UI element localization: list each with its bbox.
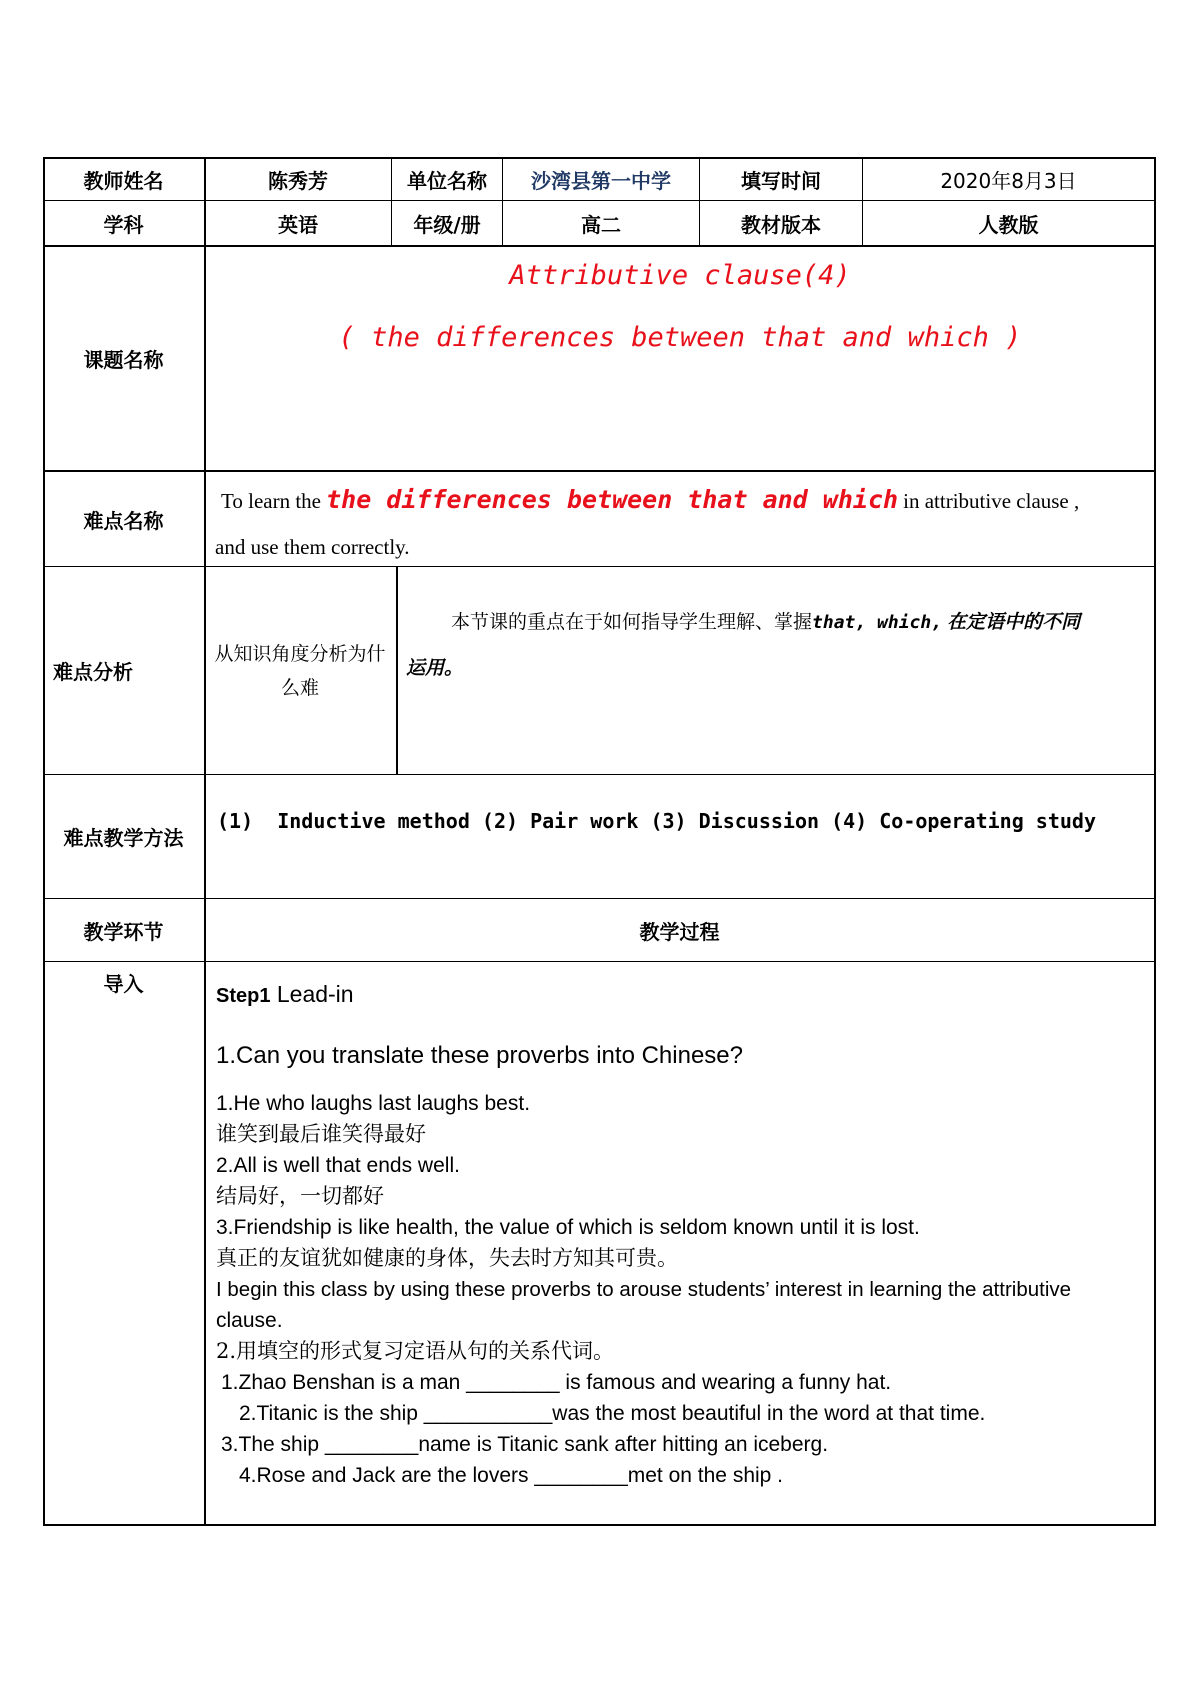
leadin-line: 真正的友谊犹如健康的身体，失去时方知其可贵。 <box>216 1246 678 1270</box>
stage-header: 教学环节 <box>83 919 164 944</box>
difficulty-line2: and use them correctly. <box>215 535 410 559</box>
analysis-text-line1 <box>451 607 1080 634</box>
difficulty-suffix: in attributive clause , <box>903 489 1080 513</box>
analysis-text-plain: 本节课的重点在于如何指导学生理解、掌握 <box>451 611 813 633</box>
analysis-label: 难点分析 <box>53 660 133 684</box>
leadin-question: 1.Can you translate these proverbs into Chinese? <box>216 1042 743 1069</box>
difficulty-highlight: the differences between that and which <box>326 485 899 514</box>
leadin-line: clause. <box>216 1309 283 1332</box>
textbook-label: 教材版本 <box>741 212 821 237</box>
teacher-name-label: 教师姓名 <box>83 168 164 193</box>
column-divider <box>204 157 206 1526</box>
table-border-bottom <box>43 1524 1156 1526</box>
difficulty-prefix: To learn the <box>221 489 321 513</box>
unit-name-label: 单位名称 <box>407 168 487 193</box>
process-header: 教学过程 <box>639 919 720 944</box>
methods-label: 难点教学方法 <box>63 826 184 850</box>
difficulty-line1 <box>221 485 1079 514</box>
leadin-line: 1.He who laughs last laughs best. <box>216 1092 531 1115</box>
leadin-line: 2.All is well that ends well. <box>216 1154 460 1177</box>
unit-name-value: 沙湾县第一中学 <box>531 168 671 193</box>
subject-label: 学科 <box>103 212 144 237</box>
column-divider <box>396 566 398 774</box>
leadin-line: 2.用填空的形式复习定语从句的关系代词。 <box>216 1339 615 1363</box>
difficulty-label: 难点名称 <box>83 508 164 533</box>
analysis-text-line2: 运用。 <box>406 657 464 679</box>
topic-title-line2: ( the differences between that and which ) <box>338 322 1022 353</box>
fill-date-label: 填写时间 <box>741 168 821 193</box>
row-divider <box>43 245 1156 247</box>
topic-label: 课题名称 <box>83 348 164 372</box>
table-border-right <box>1154 157 1156 1526</box>
methods-text: (1) Inductive method (2) Pair work (3) Discussion (4) Co-operating study <box>217 809 1096 833</box>
leadin-line: 结局好，一切都好 <box>216 1184 384 1208</box>
row-divider <box>43 961 1156 962</box>
grade-label: 年级/册 <box>413 212 481 237</box>
subject-value: 英语 <box>278 212 318 237</box>
topic-title-line1: Attributive clause(4) <box>509 260 851 291</box>
exercise-item: 4.Rose and Jack are the lovers ________met on the ship . <box>239 1464 784 1487</box>
teacher-name-value: 陈秀芳 <box>268 168 328 193</box>
leadin-line: 谁笑到最后谁笑得最好 <box>216 1122 426 1146</box>
exercise-item: 3.The ship ________name is Titanic sank after hitting an iceberg. <box>221 1433 829 1456</box>
analysis-text-italic: 在定语中的不同 <box>947 611 1081 633</box>
row-divider <box>43 774 1156 775</box>
leadin-step-title <box>216 979 354 1012</box>
textbook-value: 人教版 <box>978 212 1039 237</box>
leadin-line: 3.Friendship is like health, the value of which is seldom known until it is lost. <box>216 1216 920 1239</box>
step-name: Lead-in <box>270 981 354 1007</box>
row-divider <box>43 566 1156 567</box>
row-divider <box>43 470 1156 472</box>
leadin-stage: 导入 <box>103 971 144 996</box>
step-label: Step1 <box>216 985 271 1007</box>
exercise-item: 1.Zhao Benshan is a man ________ is famous and wearing a funny hat. <box>221 1371 892 1394</box>
lesson-plan-table <box>43 157 1156 1526</box>
exercise-item: 2.Titanic is the ship ___________was the most beautiful in the word at that time. <box>239 1402 986 1425</box>
analysis-sublabel: 从知识角度分析为什么难 <box>214 642 386 699</box>
fill-date-value: 2020年8月3日 <box>940 168 1077 193</box>
leadin-line: I begin this class by using these proverbs to arouse students’ interest in learning the attributive <box>216 1278 1072 1301</box>
analysis-text-mono: that, which, <box>812 612 943 633</box>
grade-value: 高二 <box>581 212 621 237</box>
